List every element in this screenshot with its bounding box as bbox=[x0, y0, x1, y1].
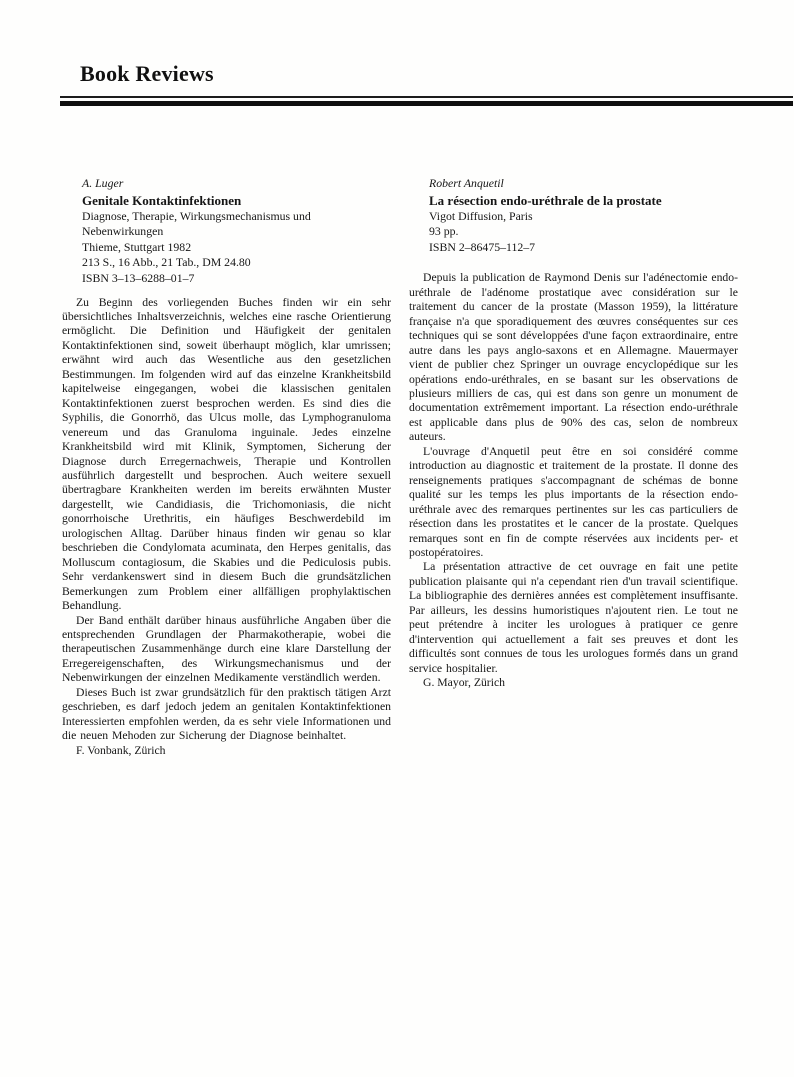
header-rule-thin bbox=[60, 96, 793, 98]
review-details: 213 S., 16 Abb., 21 Tab., DM 24.80 bbox=[82, 255, 251, 270]
review-left bbox=[62, 176, 391, 758]
review-details: 93 pp. bbox=[429, 224, 459, 239]
review-paragraph: Zu Beginn des vorliegenden Buches finden wir ein sehr übersichtliches Inhaltsverzeichnis, welches eine rasche Orientierung ermöglicht. Die Definition und Häufigkeit der genitalen Kontaktinfektionen sind, soweit überhaupt möglich, klar umrissen; erwähnt wird auch das Wesentliche aus den gesetzlichen Bestimmungen. Im folgenden wird auf das einzelne Krankheitsbild kapitelweise eingegangen, wobei die klassischen genitalen Kontaktinfektionen zuerst besprochen werden. Es sind dies die Syphilis, die Gonorrhö, das Ulcus molle, das Lymphogranuloma venereum und das Granuloma inguinale. Jedes einzelne Krankheitsbild wird mit Klinik, Symptomen, Sicherung der Diagnose durch Erregernachweis, Therapie und Kontrollen ausführlich dargestellt und besprochen. Auch weitere sexuell übertragbare Krankheiten werden im bereits erwähnten Muster dargestellt, wie Candidiasis, die Trichomoniasis, die nicht gonorrhoische Urethritis, ein häufiges Beschwerdebild im urologischen Alltag. Darüber hinaus finden wir genau so klar beschrieben die Condylomata acuminata, den Herpes genitalis, das Molluscum contagiosum, die Skabies und die Pediculosis pubis. Sehr verdankenswert sind in diesem Buch die grundsätzlichen Bemerkungen zum Problem einer allfälligen prophylaktischen Behandlung. bbox=[62, 295, 391, 613]
review-paragraph: Der Band enthält darüber hinaus ausführliche Angaben über die entsprechenden Grundlagen der Pharmakotherapie, wobei die therapeutischen Zusammenhänge durch eine klare Darstellung der Erregereigenschaften, des Wirkungsmechanismus und der Nebenwirkungen der einzelnen Medikamente verständlich werden. bbox=[62, 613, 391, 685]
review-paragraph: Depuis la publication de Raymond Denis sur l'adénectomie endo-uréthrale de l'adénome prostatique avec considération sur le traitement du cancer de la prostate (Masson 1959), la littérature française n'a que sporadiquement des œuvres conséquentes sur ces techniques qui se sont développées d'une façon extraordinaire, entre autre dans les pays anglo-saxons et en Allemagne. Mauermayer vient de publier chez Springer un ouvrage encyclopédique sur les opérations endo-uréthrales, en se basant sur les observations de plusieurs milliers de cas, qui est dans son genre un monument de documentation extrêmement important. La résection endo-uréthrale est applicable dans plus de 90% des cas, selon de nombreux auteurs. bbox=[409, 271, 738, 444]
reviewer-signature: G. Mayor, Zürich bbox=[423, 676, 505, 690]
review-columns bbox=[62, 176, 738, 758]
review-book-title: La résection endo-uréthrale de la prostate bbox=[429, 192, 662, 208]
review-paragraph: L'ouvrage d'Anquetil peut être en soi considéré comme introduction au diagnostic et traitement de la prostate. Il donne des renseignements pratiques s'accompagnant de schémas de bonne qualité sur les temps les plus importants de la résection endo-uréthrale avec des remarques pertinentes sur les cas particuliers de résection dans les prostatites et le cancer de la prostate. Quelques remarques sont en fin de compte réservées aux incidents per- et postopératoires. bbox=[409, 444, 738, 559]
review-right-header bbox=[429, 176, 738, 255]
review-book-title: Genitale Kontaktinfektionen bbox=[82, 192, 242, 208]
review-author: Robert Anquetil bbox=[429, 176, 504, 190]
reviewer-signature: F. Vonbank, Zürich bbox=[76, 743, 166, 757]
review-subtitle: Diagnose, Therapie, Wirkungsmechanismus und Nebenwirkungen bbox=[82, 208, 311, 239]
review-isbn: ISBN 3–13–6288–01–7 bbox=[82, 270, 195, 285]
review-publisher: Thieme, Stuttgart 1982 bbox=[82, 239, 192, 254]
review-right bbox=[409, 176, 738, 758]
review-paragraph: Dieses Buch ist zwar grundsätzlich für den praktisch tätigen Arzt geschrieben, es darf jedoch jedem an genitalen Kontaktinfektionen Interessierten empfohlen werden, da es sehr viele Informationen und die neuen Mehoden zur Sicherung der Diagnose beinhaltet. bbox=[62, 685, 391, 743]
page-title: Book Reviews bbox=[80, 61, 214, 86]
review-paragraph: La présentation attractive de cet ouvrage en fait une petite publication plaisante qui n'a cependant rien d'un travail scientifique. La bibliographie des dernières années est complètement insuffisante. Par ailleurs, les dessins humoristiques n'ajoutent rien. Le tout ne peut prétendre à inciter les urologues à pratiquer ce genre d'intervention qui actuellement a fait ses preuves et dont les difficultés sont connues de tous les urologues formés dans un grand service hospitalier. bbox=[409, 560, 738, 675]
review-publisher: Vigot Diffusion, Paris bbox=[429, 208, 533, 223]
review-author: A. Luger bbox=[82, 176, 124, 190]
review-isbn: ISBN 2–86475–112–7 bbox=[429, 239, 536, 254]
review-left-header bbox=[82, 176, 391, 287]
header-rule-thick bbox=[60, 101, 793, 106]
